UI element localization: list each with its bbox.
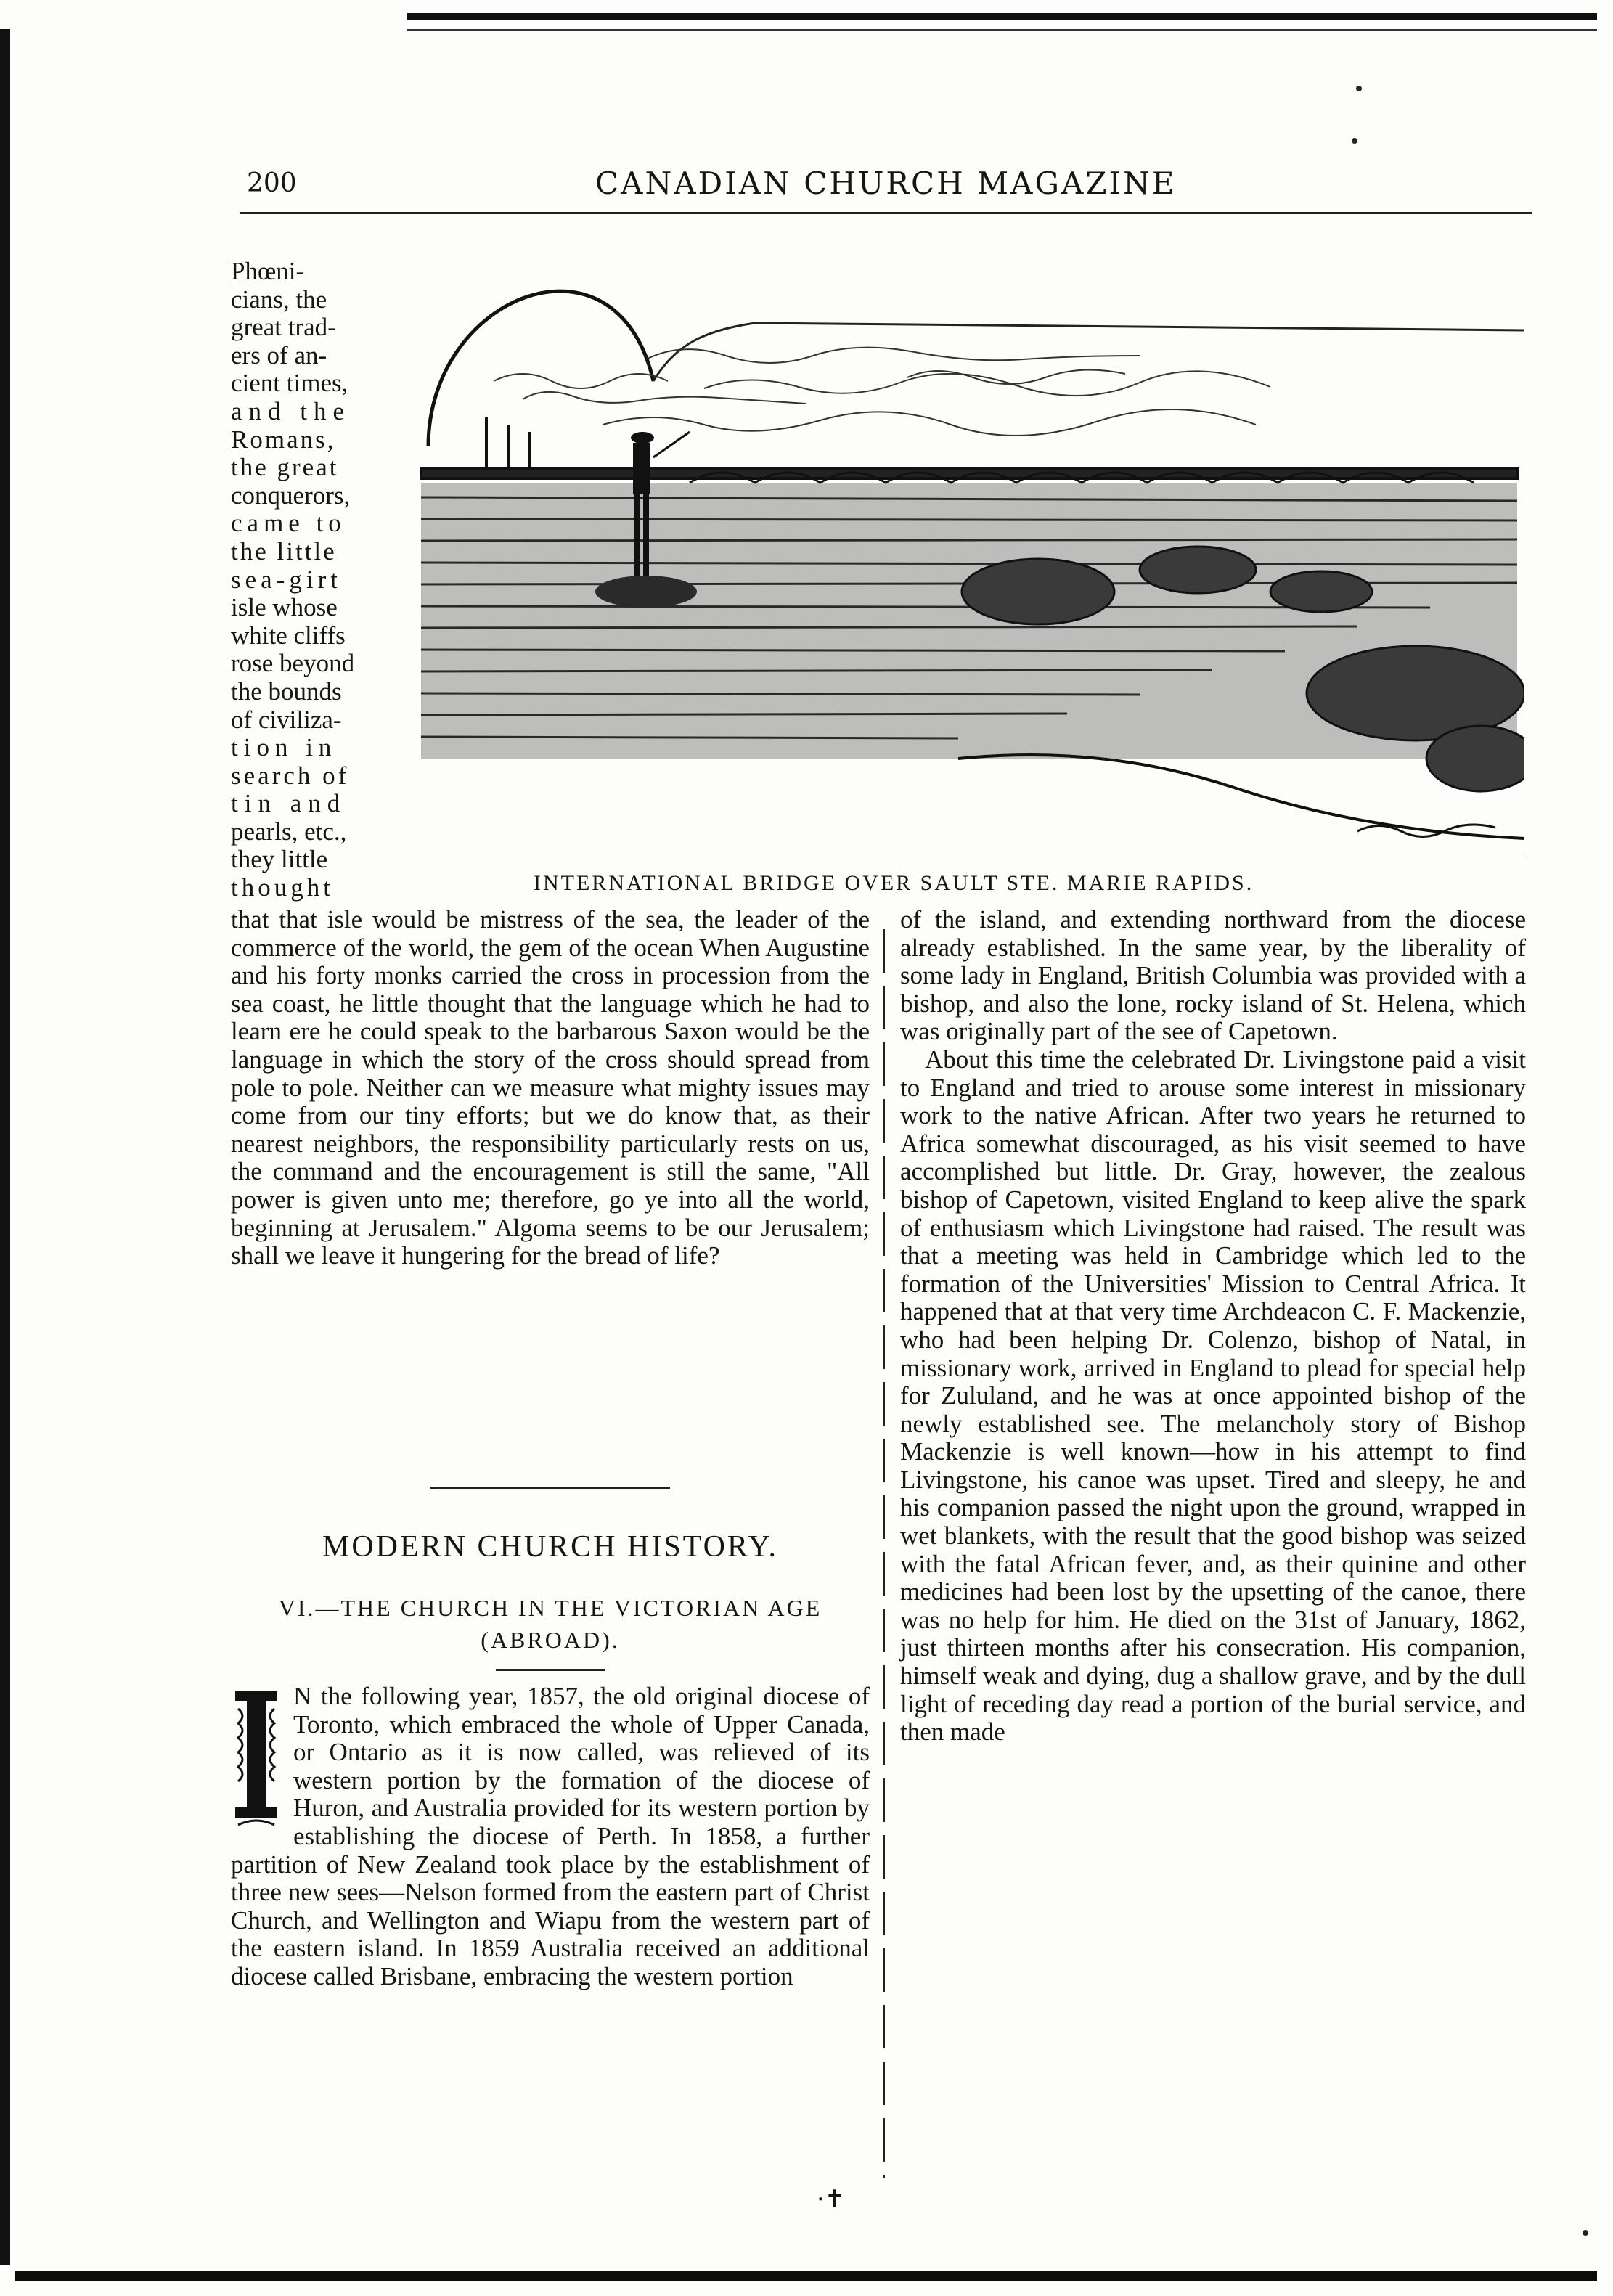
footer-mark: ·✝ [817, 2185, 846, 2214]
section-subtitle: (ABROAD). [481, 1627, 620, 1653]
running-head: CANADIAN CHURCH MAGAZINE [595, 166, 1177, 201]
print-speck [1356, 86, 1362, 91]
column-divider [883, 929, 885, 2178]
illustration-caption: INTERNATIONAL BRIDGE OVER SAULT STE. MARIE RAPIDS. [534, 871, 1254, 895]
wrap-text-block [231, 258, 398, 902]
wrap-line: rose beyond [231, 649, 355, 678]
print-speck [1352, 138, 1357, 144]
wrap-line: search of [231, 761, 350, 790]
ornamental-initial-i [231, 1687, 282, 1832]
print-speck [1583, 2230, 1588, 2236]
top-border-thin-rule [407, 29, 1597, 31]
wrap-line: and the [231, 396, 351, 425]
wrap-line: Romans, [231, 425, 336, 454]
wrap-line: the great [231, 453, 339, 482]
wrap-line: of civiliza- [231, 705, 342, 734]
left-column [231, 906, 870, 1270]
wrap-line: tin and [231, 789, 347, 818]
section-heading-block [231, 1487, 870, 1671]
wrap-line: sea-girt [231, 565, 342, 594]
wrap-line: white cliffs [231, 621, 346, 650]
wrap-line: cians, the [231, 285, 327, 314]
wrap-line: Phœni- [231, 257, 305, 285]
section-subtitle: VI.—THE CHURCH IN THE VICTORIAN AGE [278, 1595, 822, 1621]
wrap-line: isle whose [231, 593, 338, 622]
wrap-line: pearls, etc., [231, 817, 347, 846]
page-number: 200 [247, 168, 297, 198]
left-column-continued [231, 1683, 870, 1991]
left-page-edge [0, 29, 10, 2265]
bridge-rapids-engraving [414, 250, 1524, 857]
right-column [900, 906, 1526, 1746]
paragraph: of the island, and extending northward from the diocese already established. In the same year, by the liberality of some lady in England, British Columbia was provided with a bishop, and also the lone, rocky island of St. Helena, which was originally part of the see of Capetown. [900, 905, 1526, 1046]
wrap-line: cient times, [231, 369, 348, 398]
top-border-rule [407, 13, 1597, 20]
paragraph: N the following year, 1857, the old original diocese of Toronto, which embraced the whole of Upper Canada, or Ontario as it is now called, was relieved of its western portion by the formation of the diocese of Huron, and Australia provided for its western portion by establishing the diocese of Perth. In 1858, a further partition of New Zealand took place by the establishment of three new sees—Nelson formed from the eastern part of Christ Church, and Wellington and Wiapu from the western part of the eastern island. In 1859 Australia received an additional diocese called Brisbane, embracing the western portion [231, 1682, 870, 1990]
section-title: MODERN CHURCH HISTORY. [322, 1530, 779, 1564]
wrap-line: great trad- [231, 313, 336, 342]
bottom-border-rule [15, 2271, 1597, 2281]
wrap-line: thought [231, 873, 334, 902]
wrap-line: tion in [231, 733, 338, 762]
wrap-line: conquerors, [231, 481, 351, 510]
paragraph: About this time the celebrated Dr. Livingstone paid a visit to England and tried to arouse some interest in missionary work to the native African. After two years he returned to Africa somewhat discouraged, as his visit seemed to have accomplished but little. Dr. Gray, however, the zealous bishop of Capetown, visited England to keep alive the spark of enthusiasm which Livingstone had raised. The result was that a meeting was held in Cambridge which led to the formation of the Universities' Mission to Central Africa. It happened that at that very time Archdeacon C. F. Mackenzie, who had been helping Dr. Colenzo, bishop of Natal, in missionary work, arrived in England to plead for special help for Zululand, and he was at once appointed bishop of the newly established see. The melancholy story of Bishop Mackenzie is well known—how in his attempt to find Livingstone, his canoe was upset. Tired and sleepy, he and his companion passed the night upon the ground, wrapped in wet blankets, with the result that the good bishop was seized with the fatal African fever, and, as their quinine and other medicines had been lost by the upsetting of the canoe, there was no help for him. He died on the 31st of January, 1862, just thirteen months after his consecration. His companion, himself weak and dying, dug a shallow grave, and by the dull light of receding day read a portion of the burial service, and then made [900, 1045, 1526, 1746]
wrap-line: the bounds [231, 677, 342, 706]
wrap-line: they little [231, 845, 328, 874]
wrap-line: ers of an- [231, 340, 327, 369]
divider-rule [496, 1669, 605, 1671]
header-rule [240, 212, 1532, 214]
wrap-line: came to [231, 509, 346, 538]
wrap-line: the little [231, 536, 337, 565]
divider-rule [430, 1487, 670, 1489]
paragraph: that that isle would be mistress of the sea, the leader of the commerce of the world, the gem of the ocean When Augustine and his forty monks carried the cross in procession from the sea coast, he little thought that the language which he had to learn ere he could speak to the barbarous Saxon would be the language in which the story of the cross should spread from pole to pole. Neither can we measure what mighty issues may come from our tiny efforts; but we do know that, as their nearest neighbors, the responsibility particularly rests on us, the command and the encouragement is still the same, "All power is given unto me; therefore, go ye into all the world, beginning at Jerusalem." Algoma seems to be our Jerusalem; shall we leave it hungering for the bread of life? [231, 905, 870, 1270]
